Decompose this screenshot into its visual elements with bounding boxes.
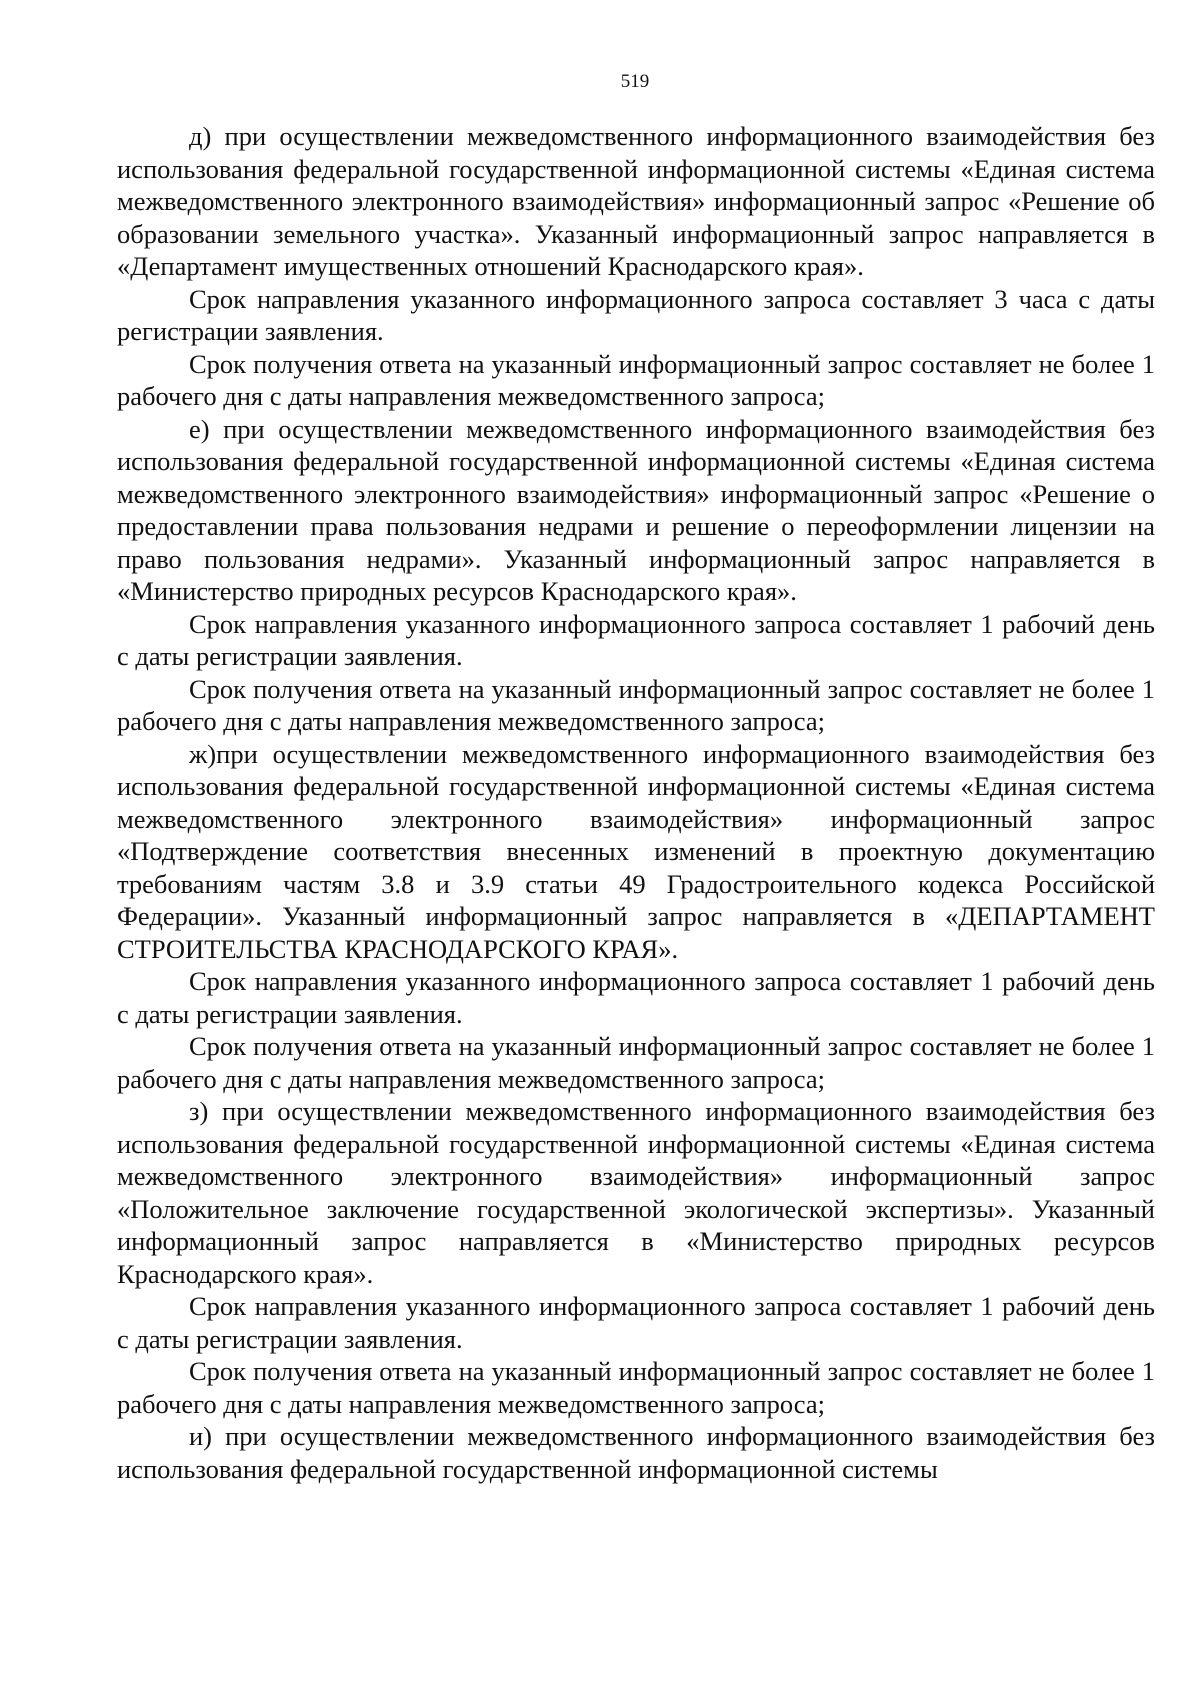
paragraph-d: д) при осуществлении межведомственного информационного взаимодействия без использования федеральной государственной информационной системы «Единая система межведомственного электронного взаимодействия» информационный запрос «Решение об образовании земельного участка». Указанный информационный запрос направляется в «Департамент имущественных отношений Краснодарского края». <box>117 121 1155 281</box>
paragraph-zh-response-term: Срок получения ответа на указанный информационный запрос составляет не более 1 рабочего дня с даты направления межведомственного запроса; <box>117 1031 1155 1094</box>
paragraph-e: е) при осуществлении межведомственного информационного взаимодействия без использования федеральной государственной информационной системы «Единая система межведомственного электронного взаимодействия» информационный запрос «Решение о предоставлении права пользования недрами и решение о переоформлении лицензии на право пользования недрами». Указанный информационный запрос направляется в «Министерство природных ресурсов Краснодарского края». <box>117 413 1155 606</box>
paragraph-z-response-term: Срок получения ответа на указанный информационный запрос составляет не более 1 рабочего дня с даты направления межведомственного запроса; <box>117 1356 1155 1419</box>
document-body <box>117 120 1155 1485</box>
page-number: 519 <box>620 71 650 92</box>
paragraph-zh-send-term: Срок направления указанного информационного запроса составляет 1 рабочий день с даты регистрации заявления. <box>117 966 1155 1029</box>
paragraph-e-response-term: Срок получения ответа на указанный информационный запрос составляет не более 1 рабочего дня с даты направления межведомственного запроса; <box>117 673 1155 736</box>
paragraph-zh: ж)при осуществлении межведомственного информационного взаимодействия без использования федеральной государственной информационной системы «Единая система межведомственного электронного взаимодействия» информационный запрос «Подтверждение соответствия внесенных изменений в проектную документацию требованиям частям 3.8 и 3.9 статьи 49 Градостроительного кодекса Российской Федерации». Указанный информационный запрос направляется в «ДЕПАРТАМЕНТ СТРОИТЕЛЬСТВА КРАСНОДАРСКОГО КРАЯ». <box>117 738 1155 964</box>
paragraph-d-response-term: Срок получения ответа на указанный информационный запрос составляет не более 1 рабочего дня с даты направления межведомственного запроса; <box>117 348 1155 411</box>
paragraph-z: з) при осуществлении межведомственного информационного взаимодействия без использования федеральной государственной информационной системы «Единая система межведомственного электронного взаимодействия» информационный запрос «Положительное заключение государственной экологической экспертизы». Указанный информационный запрос направляется в «Министерство природных ресурсов Краснодарского края». <box>117 1096 1155 1289</box>
paragraph-i: и) при осуществлении межведомственного информационного взаимодействия без использования федеральной государственной информационной системы <box>117 1421 1155 1484</box>
paragraph-e-send-term: Срок направления указанного информационного запроса составляет 1 рабочий день с даты регистрации заявления. <box>117 608 1155 671</box>
paragraph-d-send-term: Срок направления указанного информационного запроса составляет 3 часа с даты регистрации заявления. <box>117 283 1155 346</box>
paragraph-z-send-term: Срок направления указанного информационного запроса составляет 1 рабочий день с даты регистрации заявления. <box>117 1291 1155 1354</box>
